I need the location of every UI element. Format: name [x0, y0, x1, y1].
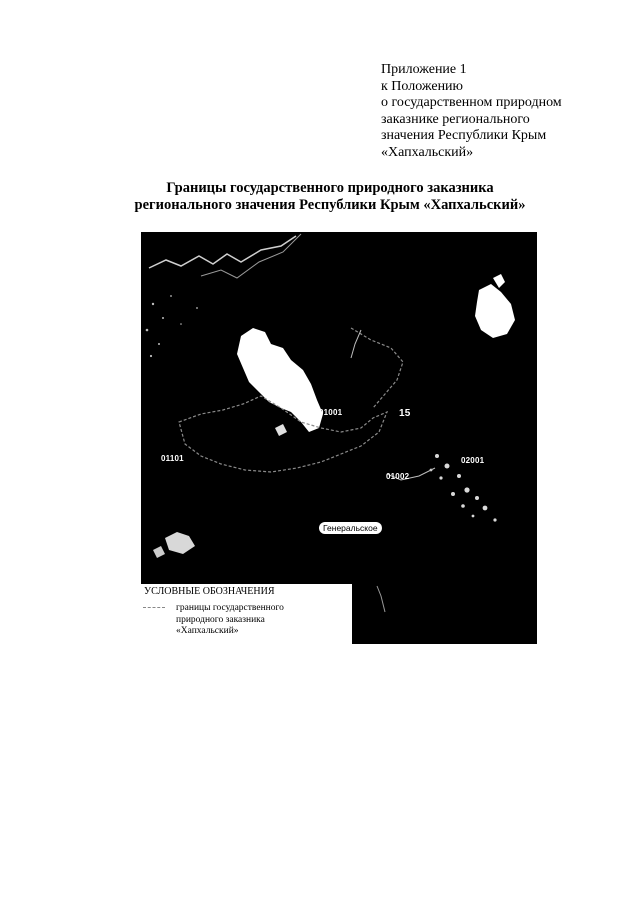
appendix-line: «Хапхальский» — [381, 144, 474, 160]
appendix-line: значения Республики Крым — [381, 128, 547, 143]
map-graphic — [141, 232, 537, 644]
appendix-line: заказнике регионального — [381, 111, 530, 127]
legend-item-line: «Хапхальский» — [176, 626, 239, 636]
appendix-line: к Положению — [381, 78, 464, 94]
legend-item-text — [176, 603, 284, 638]
map-legend — [141, 584, 352, 644]
legend-item-line: границы государственного — [176, 603, 284, 613]
terrain-patch — [165, 532, 195, 554]
document-title — [100, 180, 560, 214]
parcel-label: 01101 — [161, 454, 184, 463]
appendix-line: о государственном природном — [381, 95, 562, 110]
parcel-label: 02001 — [461, 456, 485, 465]
appendix-line: Приложение 1 — [381, 62, 467, 77]
legend-boundary-symbol — [143, 607, 165, 608]
legend-title: УСЛОВНЫЕ ОБОЗНАЧЕНИЯ — [144, 586, 275, 597]
title-line-1: Границы государственного природного заказника — [166, 180, 494, 196]
parcel-label: 01001 — [319, 408, 343, 417]
appendix-heading — [381, 62, 631, 161]
terrain-speckles — [146, 295, 198, 357]
road-line — [351, 330, 361, 358]
settlement-area-east — [475, 284, 515, 338]
settlement-area — [237, 328, 323, 432]
road-number: 15 — [399, 408, 411, 419]
road-line — [377, 586, 385, 612]
settlement-patch — [275, 424, 287, 436]
coast-line — [149, 236, 296, 268]
terrain-patch — [153, 546, 165, 558]
reserve-boundary-north — [351, 328, 403, 408]
settlement-patch — [493, 274, 505, 288]
village-label: Генеральское — [319, 522, 382, 534]
boundary-map — [141, 232, 537, 644]
title-line-2: регионального значения Республики Крым «Хапхальский» — [134, 197, 526, 213]
parcel-label: 01002 — [386, 472, 410, 481]
legend-item-line: природного заказника — [176, 614, 265, 625]
